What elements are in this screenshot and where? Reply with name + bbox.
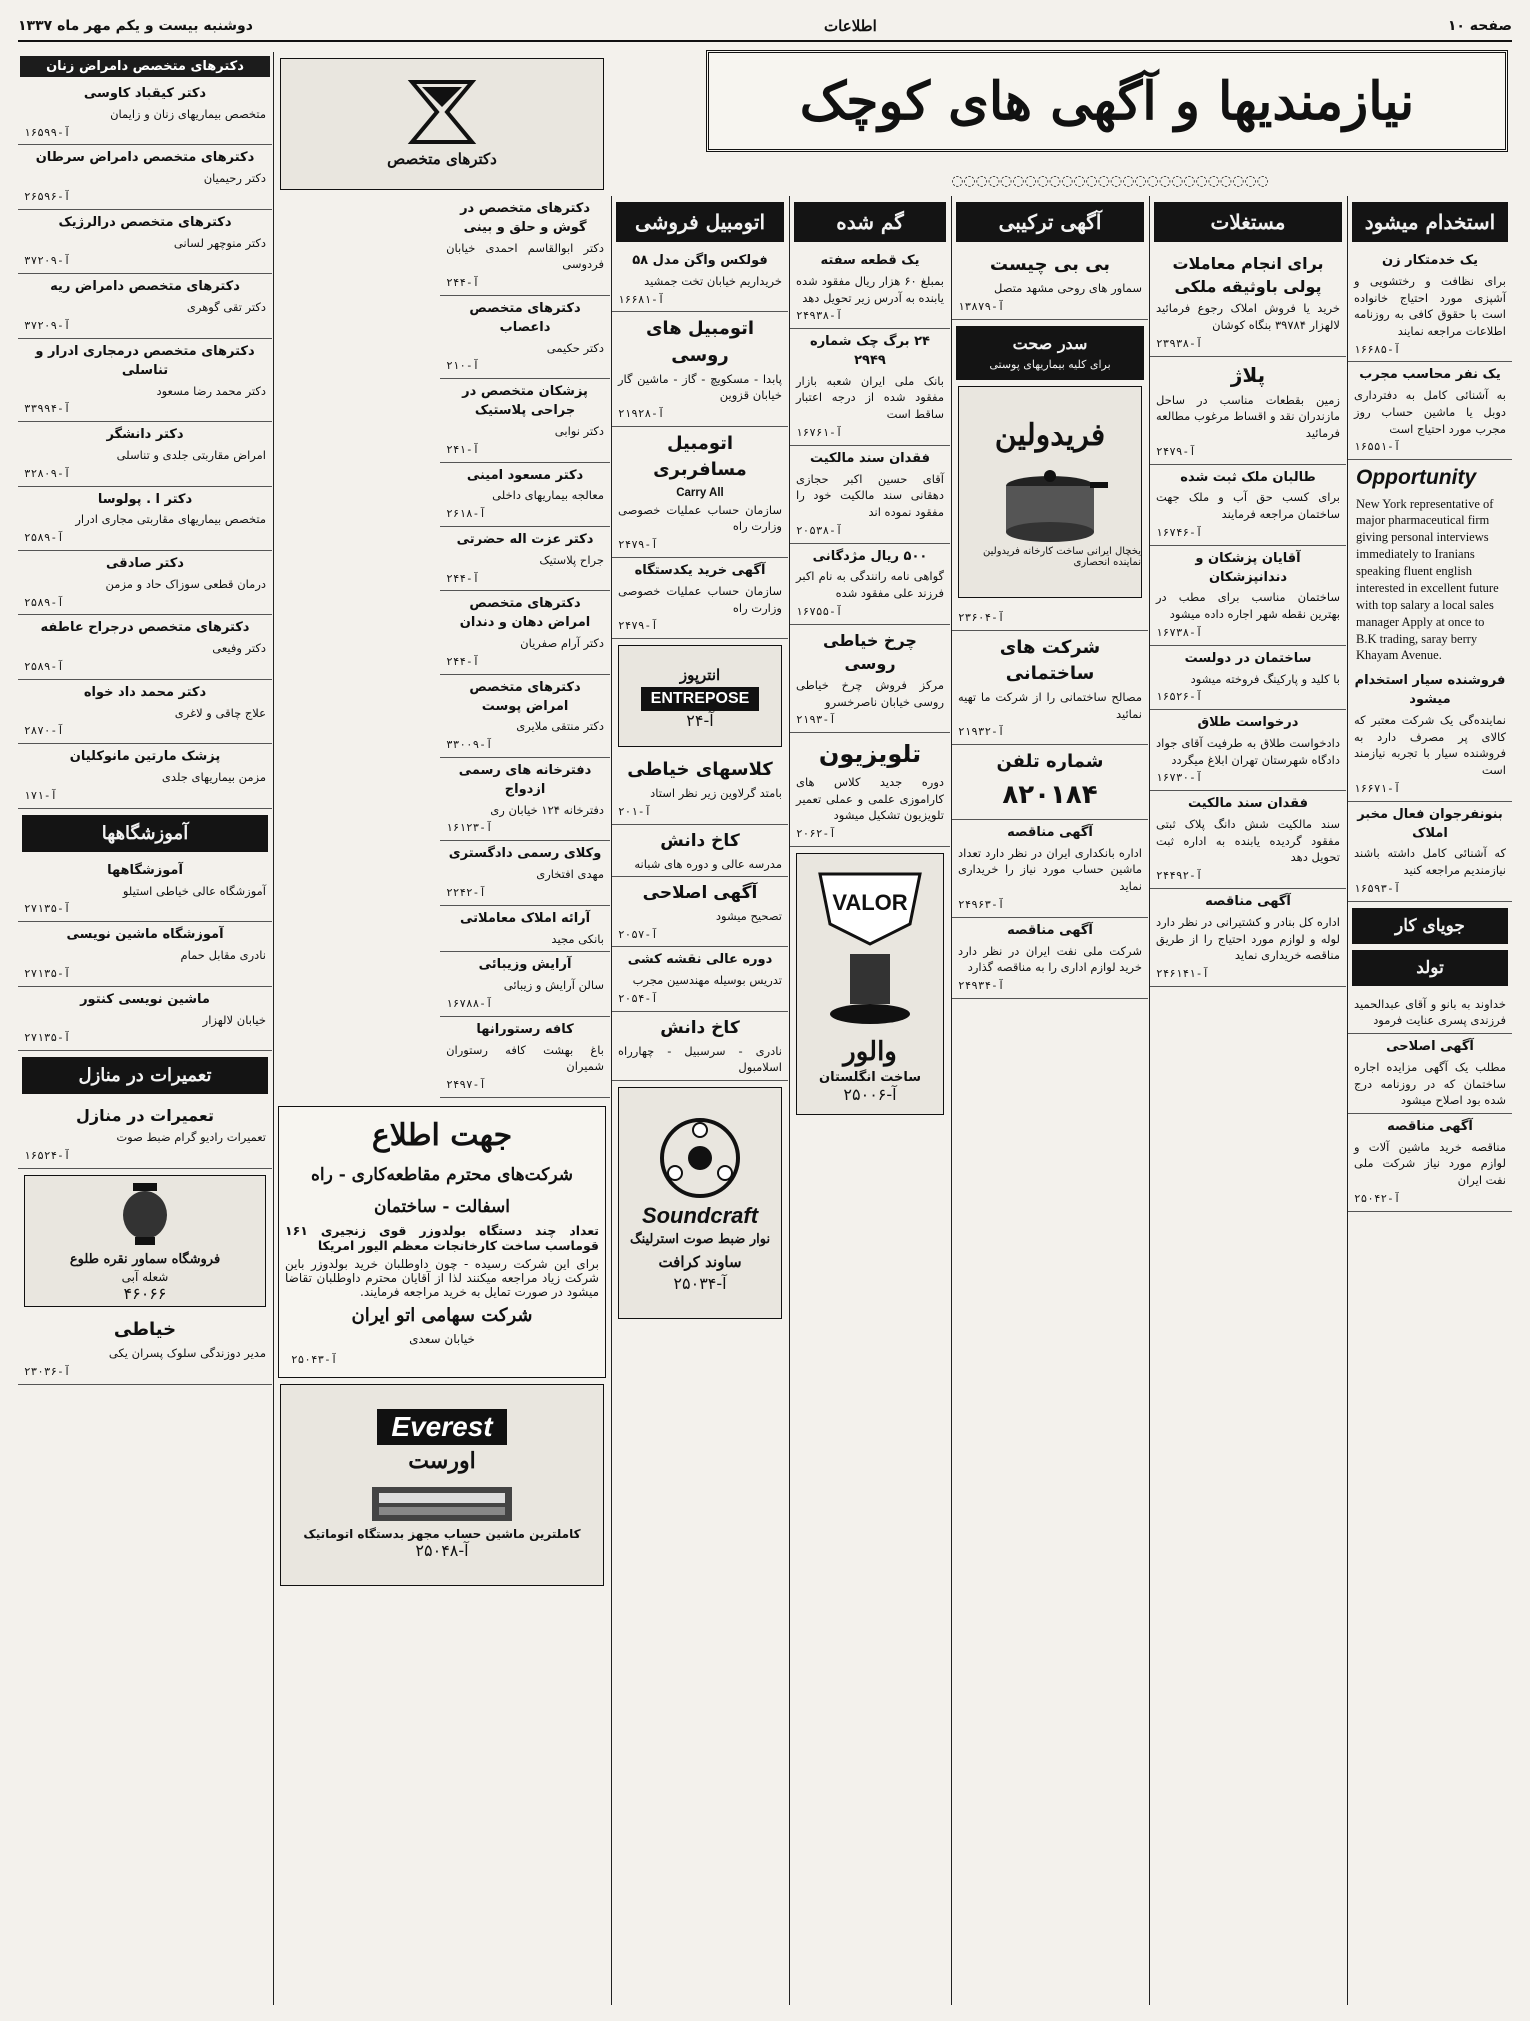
section-birth: تولد <box>1352 950 1508 986</box>
notice-title: جهت اطلاع <box>371 1117 513 1153</box>
entrepose-ad: انترپوز ENTREPOSE آ-۲۴ <box>618 645 782 747</box>
samovar-icon <box>115 1179 175 1249</box>
ad-item: تعمیرات در منازل تعمیرات رادیو گرام ضبط صوت آ-۱۶۵۲۴ <box>18 1100 272 1169</box>
ad-item: چرخ خیاطی روسی مرکز فروش چرخ خیاطی روسی خیابان ناصرخسرو آ-۲۱۹۳ <box>790 625 950 734</box>
ad-item: کاخ دانش مدرسه عالی و دوره های شبانه <box>612 825 788 877</box>
ad-item: دکتر کیقباد کاوسی متخصص بیماریهای زنان و زایمان آ-۱۶۵۹۹ <box>18 81 272 145</box>
ad-item: درخواست طلاق دادخواست طلاق به طرفیت آقای جواد دادگاه شهرستان تهران ابلاغ میگردد آ-۱۶۷۳۰ <box>1150 710 1346 791</box>
column-lost <box>789 196 950 2005</box>
ad-item: یک خدمتکار زن برای نظافت و رختشویی و آشپزی مورد احتیاج خانواده است با حقوق کافی به روزنامه اطلاعات مراجعه نمایند آ-۱۶۶۸۵ <box>1348 248 1512 362</box>
masthead-title: نیازمندیها و آگهی های کوچک <box>799 70 1415 132</box>
page-number: صفحه ۱۰ <box>1447 18 1512 34</box>
english-ad: Opportunity New York representative of major pharmaceutical firm giving personal interviews immediately to Iranians speaking fluent english interested in excellent future with top salary a local sales manager Apply at once to B.K trading, saray berry Khayam Avenue. <box>1356 466 1499 663</box>
column-real-estate <box>1149 196 1346 2005</box>
ad-item: دکتر دانشگر امراض مقاربتی جلدی و تناسلی آ-۳۲۸۰۹ <box>18 422 272 486</box>
section-repair: تعمیرات در منازل <box>22 1057 268 1094</box>
ad-item: پزشک مارتین مانوکلیان مزمن بیماریهای جلدی آ-۱۷۱ <box>18 744 272 808</box>
ad-item: ساختمان در دولست با کلید و پارکینگ فروخته میشود آ-۱۶۵۲۶ <box>1150 646 1346 710</box>
ad-item: آرایش وزیبائی سالن آرایش و زیبائی آ-۱۶۷۸۸ <box>440 952 610 1016</box>
ad-item: آگهی خرید یکدستگاه سازمان حساب عملیات خصوصی وزارت راه آ-۲۴۷۹ <box>612 558 788 639</box>
ad-item: کلاسهای خیاطی بامتد گرلاوین زیر نظر استاد آ-۲۰۱ <box>612 753 788 825</box>
valor-ad: VALOR والور ساخت انگلستان آ-۲۵۰۰۶ <box>796 853 944 1115</box>
newspaper-page <box>18 12 1512 2009</box>
valor-brand: VALOR <box>832 890 908 916</box>
ad-item: ۵۰۰ ریال مژدگانی گواهی نامه رانندگی به نام اکبر فرزند علی مفقود شده آ-۱۶۷۵۵ <box>790 544 950 625</box>
ad-item: یک نفر محاسب مجرب به آشنائی کامل به دفترداری دوبل یا ماشین حساب روز مجرب مورد احتیاج است آ-۱۶۵۵۱ <box>1348 362 1512 460</box>
ad-item: اتومبیل مسافربری Carry All سازمان حساب عملیات خصوصی وزارت راه آ-۲۴۷۹ <box>612 427 788 558</box>
ad-item: برای انجام معاملات پولی باوثیقه ملکی خرید یا فروش املاک رجوع فرمائید لالهزار ۳۹۷۸۴ بنگاه کوشان آ-۲۳۹۳۸ <box>1150 248 1346 357</box>
tender-ad: آگهی مناقصه مناقصه خرید ماشین آلات و لوازم مورد نیاز شرکت ملی نفت ایران آ-۲۵۰۴۲ <box>1348 1114 1512 1212</box>
ad-item: فولکس واگن مدل ۵۸ خریداریم خیابان تخت جمشید آ-۱۶۶۸۱ <box>612 248 788 312</box>
column-specialists <box>18 52 272 2005</box>
ad-item: دکترهای متخصص امراض پوست دکتر منتقی ملایری آ-۳۳۰۰۹ <box>440 675 610 758</box>
ad-item: اتومبیل های روسی پابدا - مسکویچ - گاز - ماشین گار خیابان قزوین آ-۲۱۹۲۸ <box>612 312 788 426</box>
ad-item: تلویزیون دوره جدید کلاس های کاراموزی علمی و عملی تعمیر تلویزیون تشکیل میشود آ-۲۰۶۲ <box>790 733 950 847</box>
masthead <box>706 50 1508 152</box>
ad-item: آقایان پزشکان و دندانپزشکان ساختمان مناسب برای مطب در بهترین نقطه شهر اجاره داده میشود آ-۱۶۷۳۸ <box>1150 546 1346 646</box>
ad-item: دفترخانه های رسمی ازدواج دفترخانه ۱۲۴ خیابان ری آ-۱۶۱۲۳ <box>440 758 610 841</box>
calculator-icon <box>367 1477 517 1527</box>
ad-item: دکترهای متخصص در گوش و حلق و بینی دکتر ابوالقاسم احمدی خیابان فردوسی آ-۲۴۴ <box>440 196 610 296</box>
sadr-ad: سدر صحت برای کلیه بیماریهای پوستی <box>956 326 1144 380</box>
ad-item: دکترهای متخصص امراض دهان و دندان دکتر آرام صفریان آ-۲۴۴ <box>440 591 610 674</box>
soundcraft-ad: Soundcraft نوار ضبط صوت استرلینگ ساوند کرافت آ-۲۵۰۳۴ <box>618 1087 782 1319</box>
tender-ad: آگهی مناقصه شرکت ملی نفت ایران در نظر دارد خرید لوازم اداری را به مناقصه گذارد آ-۲۴۹۳۴ <box>952 918 1148 999</box>
everest-ad: Everest اورست کاملترین ماشین حساب مجهز بدستگاه اتوماتیک آ-۲۵۰۴۸ <box>280 1384 604 1586</box>
ad-item: دکترهای متخصص دامراض سرطان دکتر رحیمیان آ-۲۶۵۹۶ <box>18 145 272 209</box>
ad-item: آگهی اصلاحی تصحیح میشود آ-۲۰۵۷ <box>612 877 788 947</box>
ad-item: دکترهای متخصص درمجاری ادرار و تناسلی دکتر محمد رضا مسعود آ-۳۳۹۹۴ <box>18 339 272 422</box>
ad-item: یک قطعه سفته بمبلغ ۶۰ هزار ریال مفقود شده یابنده به آدرس زیر تحویل دهد آ-۲۴۹۳۸ <box>790 248 950 329</box>
ad-item: دکتر مسعود امینی معالجه بیماریهای داخلی آ-۲۶۱۸ <box>440 463 610 527</box>
ad-item: آ-۲۳۶۰۴ <box>952 604 1148 631</box>
ad-item: کاخ دانش نادری - سرسبیل - چهارراه اسلامبول <box>612 1012 788 1081</box>
ad-item: آموزشگاه ماشین نویسی نادری مقابل حمام آ-۲۷۱۳۵ <box>18 922 272 986</box>
ad-item: ۲۴ برگ چک شماره ۲۹۴۹ بانک ملی ایران شعبه بازار مفقود شده از درجه اعتبار ساقط است آ-۱۶۷۶۱ <box>790 329 950 446</box>
section-teach: آموزشگاهها <box>22 815 268 852</box>
ad-item: کافه رستورانها باغ بهشت کافه رستوران شمیران آ-۲۴۹۷ <box>440 1017 610 1098</box>
ad-item: دکتر ا . پولوسا متخصص بیماریهای مقاربتی مجاری ادرار آ-۲۵۸۹ <box>18 487 272 551</box>
ad-item: فقدان سند مالکیت سند مالکیت شش دانگ پلاک ثبتی مفقود گردیده یابنده به اداره ثبت تحویل دهد آ-۲۴۴۹۲ <box>1150 791 1346 889</box>
ad-item: بی بی چیست سماور های روحی مشهد متصل آ-۱۳۸۷۹ <box>952 248 1148 320</box>
tender-ad: آگهی مناقصه اداره بانکداری ایران در نظر دارد تعداد ماشین حساب مورد نیاز را خریداری نماید آ-۲۴۹۶۳ <box>952 820 1148 918</box>
column-mixed <box>951 196 1148 2005</box>
ad-item: شرکت های ساختمانی مصالح ساختمانی را از شرکت ما تهیه نمائید آ-۲۱۹۳۲ <box>952 631 1148 745</box>
heater-icon <box>800 864 940 1034</box>
section-employment: استخدام میشود <box>1352 202 1508 242</box>
section-lost: گم شده <box>794 202 946 242</box>
column-employment <box>1347 196 1512 2005</box>
birth-ad: خداوند به بانو و آقای عبدالحمید فرزندی پسری عنایت فرمود <box>1348 992 1512 1034</box>
phone-number-ad: شماره تلفن ۸۲۰۱۸۴ <box>952 745 1148 820</box>
ad-item: آرائه املاک معاملاتی بانکی مجید <box>440 906 610 953</box>
ad-item: دکترهای متخصص دامراض ریه دکتر تقی گوهری آ-۳۷۲۰۹ <box>18 274 272 338</box>
tape-reel-icon <box>645 1113 755 1203</box>
section-kerayeh: آگهی ترکیبی <box>956 202 1144 242</box>
ad-item: دکتر صادقی درمان قطعی سوزاک حاد و مزمن آ-۲۵۸۹ <box>18 551 272 615</box>
ad-item: آگهی مناقصه اداره کل بنادر و کشتیرانی در نظر دارد لوله و لوازم مورد احتیاج را از طریق مناقصه خریداری نماید آ-۲۴۶۱۴۱ <box>1150 889 1346 987</box>
issue-date: دوشنبه بیست و یکم مهر ماه ۱۳۳۷ <box>18 18 253 34</box>
ad-item: فقدان سند مالکیت آقای حسین اکبر حجازی دهقانی سند مالکیت خود را مفقود نموده اند آ-۲۰۵۳۸ <box>790 446 950 544</box>
ad-item: بنونفرجوان فعال مخبر املاک که آشنائی کامل داشته باشند نیازمندیم مراجعه کنید آ-۱۶۵۹۳ <box>1348 802 1512 902</box>
paper-name: اطلاعات <box>824 17 877 35</box>
section-auto: اتومبیل فروشی <box>616 202 784 242</box>
ad-item: دکتر محمد داد خواه علاج چاقی و لاغری آ-۲۸۷۰ <box>18 680 272 744</box>
ad-item: وکلای رسمی دادگستری مهدی افتخاری آ-۲۲۴۲ <box>440 841 610 905</box>
ad-item: دکترهای متخصص داعصاب دکتر حکیمی آ-۲۱۰ <box>440 296 610 379</box>
ad-item: دکتر عزت اله حضرتی جراح پلاستیک آ-۲۴۴ <box>440 527 610 591</box>
section-job-seek: جویای کار <box>1352 908 1508 944</box>
correction-ad: آگهی اصلاحی مطلب یک آگهی مزایده اجاره ساختمان که در روزنامه درج شده بود اصلاح میشود <box>1348 1034 1512 1114</box>
ad-item: پزشکان متخصص در جراحی پلاستیک دکتر نوابی آ-۲۴۱ <box>440 379 610 462</box>
ad-item: آموزشگاهها آموزشگاه عالی خیاطی استیلو آ-۲۷۱۳۵ <box>18 858 272 922</box>
ad-item: فروشنده سیار استخدام میشود نماینده‌گی یک شرکت معتبر که کالای پر مصرف دارد به فروشنده سیار با تجربه نیازمند است آ-۱۶۶۷۱ <box>1348 668 1512 801</box>
ad-item: دوره عالی نقشه کشی تدریس بوسیله مهندسین مجرب آ-۲۰۵۴ <box>612 947 788 1011</box>
fridolin-ad: فریدولین یخچال ایرانی ساخت کارخانه فریدولین نماینده انحصاری <box>958 386 1142 598</box>
page-header <box>18 12 1512 42</box>
ad-item: دکترهای متخصص درالرژیک دکتر منوچهر لسانی آ-۳۷۲۰۹ <box>18 210 272 274</box>
ad-item: طالبان ملک ثبت شده برای کسب حق آب و ملک جهت ساختمان مراجعه فرمایند آ-۱۶۷۴۶ <box>1150 465 1346 546</box>
doctors-logo: دکترهای متخصص <box>280 58 604 190</box>
column-doctors <box>273 52 610 2005</box>
pressure-cooker-icon <box>990 456 1110 546</box>
section-heading: دکترهای متخصص دامراض زنان <box>20 56 270 77</box>
samovar-ad: فروشگاه سماور نقره طلوع شعله آبی ۴۶۰۶۶ <box>24 1175 266 1307</box>
column-auto <box>611 196 788 2005</box>
notice-box: جهت اطلاع شرکت‌های محترم مقاطعه‌کاری - راه اسفالت - ساختمان تعداد چند دستگاه بولدوزر قوی زنجیری ۱۶۱ قوماسب ساخت کارخانجات معظم الیور امریکا برای این شرکت رسیده - چون داوطلبان خرید بولدوزر باین شرکت زیاد مراجعه میکنند لذا از آقایان محترم داوطلبان تقاضا میشود در صورت تمایل به خرید مراجعه فرمایند. شرکت سهامی اتو ایران خیابان سعدی آ-۲۵۰۴۳ <box>278 1106 606 1378</box>
ad-item: پلاژ زمین بقطعات مناسب در ساحل مازندران نقد و اقساط مرغوب مطالعه فرمائید آ-۲۴۷۹ <box>1150 357 1346 465</box>
doctors-grid <box>274 196 610 1098</box>
section-real-estate: مستغلات <box>1154 202 1342 242</box>
ad-item: خیاطی مدیر دوزندگی سلوک پسران یکی آ-۲۳۰۳۶ <box>18 1313 272 1385</box>
masthead-ornament: ◌◌◌◌◌◌◌◌◌◌◌◌◌◌◌◌◌◌◌◌◌◌◌◌◌◌ <box>951 173 1269 189</box>
hourglass-icon <box>397 77 487 147</box>
ad-item: دکترهای متخصص درجراح عاطفه دکتر وفیعی آ-۲۵۸۹ <box>18 615 272 679</box>
ad-item: ماشین نویسی کنتور خیابان لالهزار آ-۲۷۱۳۵ <box>18 987 272 1051</box>
